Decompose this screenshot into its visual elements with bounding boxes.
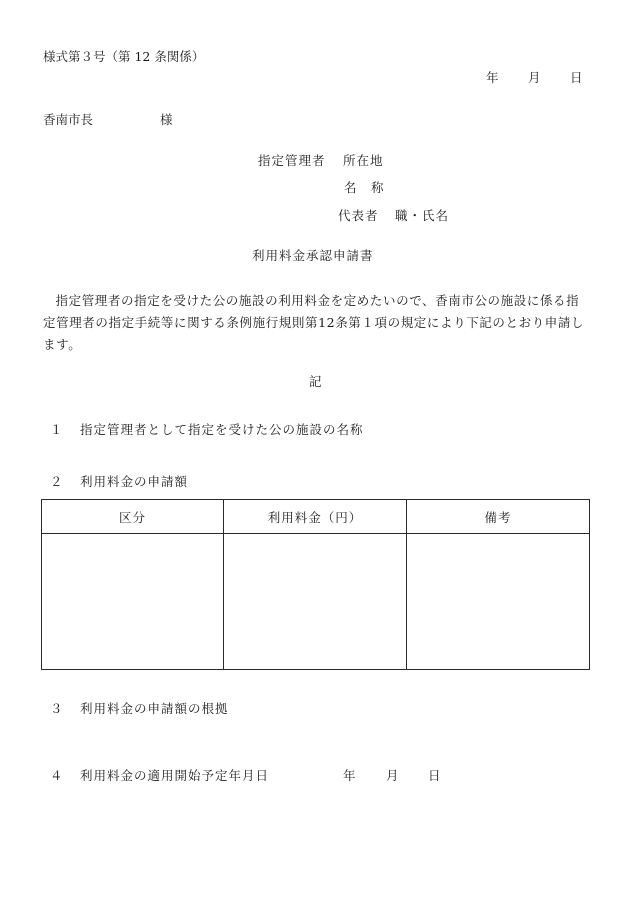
- item-1-number: １: [50, 422, 64, 437]
- item-1: [50, 424, 364, 437]
- applicant-name-label: 名 称: [344, 180, 385, 195]
- addressee-name: 香南市長: [43, 112, 94, 127]
- header-category: 区分: [42, 500, 224, 534]
- item-2: [50, 476, 188, 489]
- header-remarks: 備考: [407, 500, 590, 534]
- item-4-text: 利用料金の適用開始予定年月日: [80, 768, 270, 783]
- cell-category[interactable]: [42, 534, 224, 670]
- date-month-label: 月: [528, 70, 541, 85]
- applicant-rep-title: 職・氏名: [395, 208, 450, 223]
- cell-remarks[interactable]: [407, 534, 590, 670]
- applicant-role: 指定管理者: [258, 153, 326, 168]
- start-year-label: 年: [343, 768, 356, 783]
- fee-table: [41, 499, 590, 670]
- date-day-label: 日: [570, 70, 583, 85]
- item-2-text: 利用料金の申請額: [80, 474, 189, 489]
- header-fee: 利用料金（円）: [224, 500, 407, 534]
- table-row: [42, 534, 590, 670]
- ki-heading: 記: [309, 374, 322, 389]
- item-4-number: ４: [50, 768, 64, 783]
- cell-fee[interactable]: [224, 534, 407, 670]
- item-2-number: ２: [50, 474, 64, 489]
- request-paragraph: 指定管理者の指定を受けた公の施設の利用料金を定めたいので、香南市公の施設に係る指定管理者の指定手続等に関する条例施行規則第12条第１項の規定により下記のとおり申請します。: [43, 293, 585, 352]
- item-4: [50, 770, 269, 783]
- start-month-label: 月: [386, 768, 399, 783]
- table-header-row: [42, 500, 590, 534]
- item-1-text: 指定管理者として指定を受けた公の施設の名称: [80, 422, 364, 437]
- item-3-number: ３: [50, 701, 64, 716]
- start-day-label: 日: [428, 768, 441, 783]
- applicant-rep-label: 代表者: [338, 208, 379, 223]
- item-3: [50, 703, 229, 716]
- item-3-text: 利用料金の申請額の根拠: [80, 701, 229, 716]
- document-title: 利用料金承認申請書: [252, 248, 374, 263]
- addressee-honorific: 様: [160, 112, 173, 127]
- applicant-address-label: 所在地: [343, 153, 384, 168]
- form-number: 様式第３号（第 12 条関係）: [43, 49, 205, 64]
- date-year-label: 年: [486, 70, 499, 85]
